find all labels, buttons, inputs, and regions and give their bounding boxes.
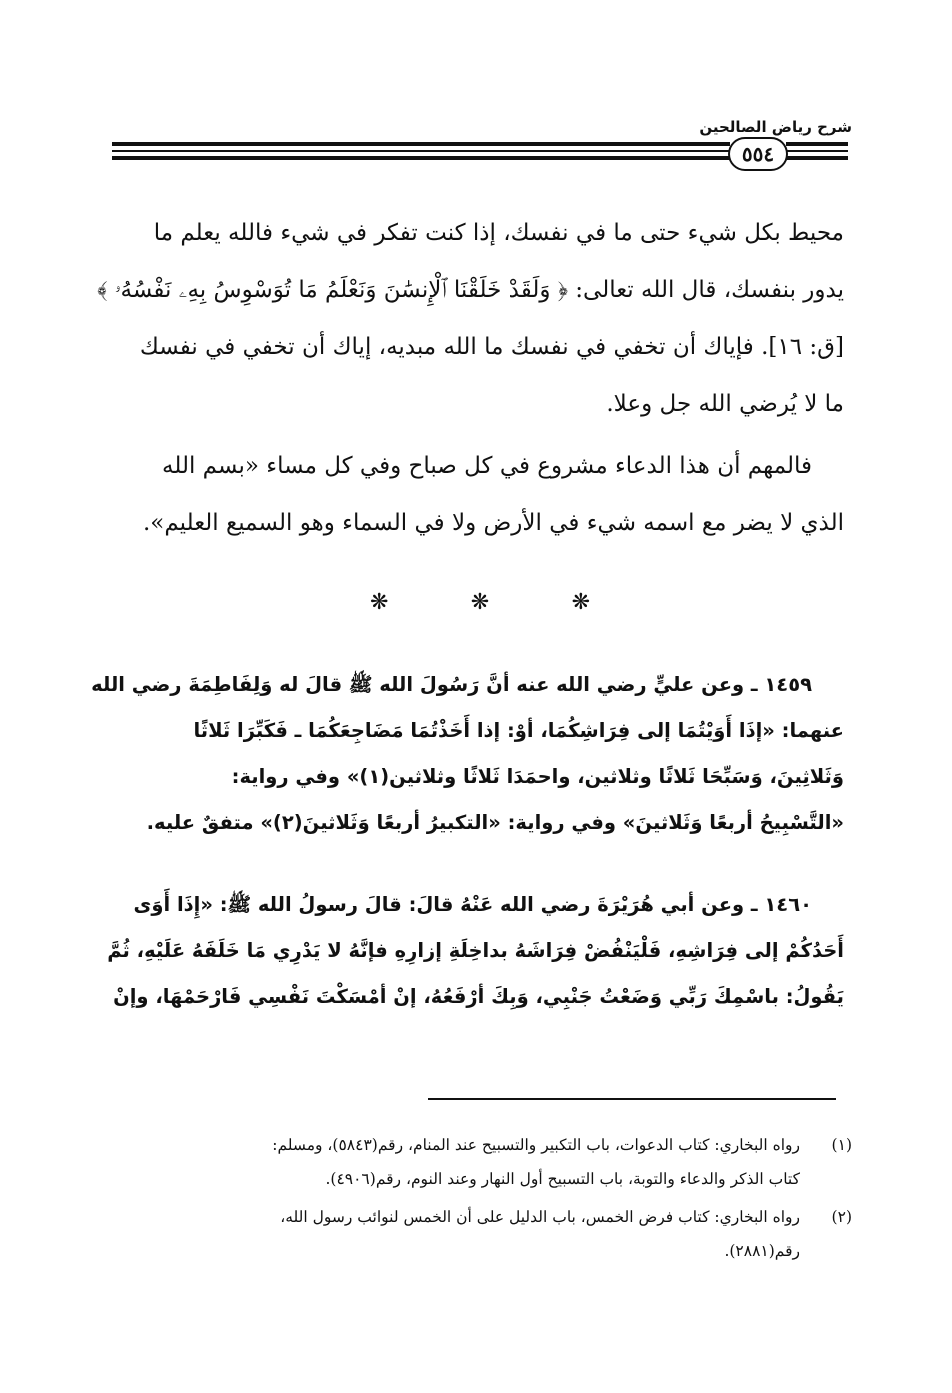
header-rule-bottom-left (112, 156, 730, 160)
page-number: ٥٥٤ (728, 137, 788, 171)
hadith-line: يَقُولُ: باسْمِكَ رَبِّي وَضَعْتُ جَنْبِي، وَبِكَ أرْفَعُهُ، إنْ أمْسَكْتَ نَفْسِي فَارْحَمْهَا، وإنْ (113, 985, 844, 1008)
hadith-line: عنهما: «إذَا أَوَيْتُمَا إلى فِرَاشِكُمَا، أوْ: إذا أَخَذْتُمَا مَضَاجِعَكُمَا ـ فَكَبِّرَا ثَلاثًا (193, 719, 844, 742)
asterism-icon: ❋ (370, 590, 389, 615)
paragraph-line: الذي لا يضر مع اسمه شيء في الأرض ولا في السماء وهو السميع العليم». (142, 510, 844, 536)
footnote-line: رواه البخاري: كتاب الدعوات، باب التكبير والتسبيح عند المنام، رقم(٥٨٤٣)، ومسلم: (272, 1136, 800, 1154)
footnote-line: رواه البخاري: كتاب فرض الخمس، باب الدليل على أن الخمس لنوائب رسول الله، (280, 1208, 800, 1226)
commentary-paragraph-1 (97, 205, 844, 433)
section-separator (370, 590, 590, 615)
header-rule-top-right (786, 142, 848, 146)
footnotes (112, 1128, 852, 1268)
hadith-1459 (91, 662, 844, 846)
paragraph-line: [ق: ١٦]. فإياك أن تخفي في نفسك ما الله مبديه، إياك أن تخفي في نفسك (139, 334, 844, 360)
footnote-2 (112, 1200, 852, 1268)
header-rule-top-left (112, 142, 730, 146)
hadith-line: ١٤٦٠ ـ وعن أبي هُرَيْرَةَ رضي الله عَنْهُ قالَ: قالَ رسولُ الله ﷺ: «إِذَا أَوَى (133, 893, 812, 916)
hadith-line: وَثَلاثِينَ، وَسَبِّحَا ثَلاثًا وثلاثين، واحمَدَا ثَلاثًا وثلاثين(١)» وفي رواية: (231, 765, 844, 788)
header-rule-mid-left (112, 150, 730, 152)
footnote-line: كتاب الذكر والدعاء والتوبة، باب التسبيح أول النهار وعند النوم، رقم(٤٩٠٦). (325, 1170, 800, 1188)
paragraph-line: محيط بكل شيء حتى ما في نفسك، إذا كنت تفكر في شيء فالله يعلم ما (153, 220, 844, 246)
hadith-1460 (107, 882, 844, 1020)
commentary-paragraph-2 (112, 438, 844, 552)
paragraph-line: ما لا يُرضي الله جل وعلا. (606, 391, 844, 417)
asterism-icon: ❋ (470, 590, 490, 615)
hadith-line: ١٤٥٩ ـ وعن عليٍّ رضي الله عنه أنَّ رَسُولَ الله ﷺ قالَ له وَلِفَاطِمَةَ رضي الله (91, 673, 812, 696)
paragraph-line: فالمهم أن هذا الدعاء مشروع في كل صباح وفي كل مساء «بسم الله (162, 453, 812, 479)
paragraph-line-quran-verse: يدور بنفسك، قال الله تعالى: ﴿ وَلَقَدْ خَلَقْنَا ٱلْإِنسَٰنَ وَنَعْلَمُ مَا تُوَسْوِسُ بِهِۦ نَفْسُهُۥ ﴾ (97, 277, 844, 303)
running-title: شرح رياض الصالحين (699, 118, 852, 136)
header-rule-bottom-right (786, 156, 848, 160)
footnote-number: (٢) (831, 1208, 852, 1226)
footnote-1 (112, 1128, 852, 1196)
footnote-number: (١) (831, 1136, 852, 1154)
hadith-line: «التَّسْبِيحُ أربعًا وَثَلاثينَ» وفي رواية: «التكبيرُ أربعًا وَثَلاثينَ(٢)» متفقٌ عليه. (146, 811, 844, 834)
hadith-line: أَحَدُكُمْ إلى فِرَاشِهِ، فَلْيَنْفُضْ فِرَاشَهُ بداخِلَةِ إزارِهِ فإنَّهُ لا يَدْرِي مَا خَلَفَهُ عَلَيْهِ، ثُمَّ (107, 939, 844, 962)
header-rule-mid-right (786, 150, 848, 152)
asterism-icon: ❋ (571, 590, 590, 615)
footnote-line: رقم(٢٨٨١). (724, 1242, 800, 1260)
footnote-separator-rule (428, 1098, 836, 1100)
